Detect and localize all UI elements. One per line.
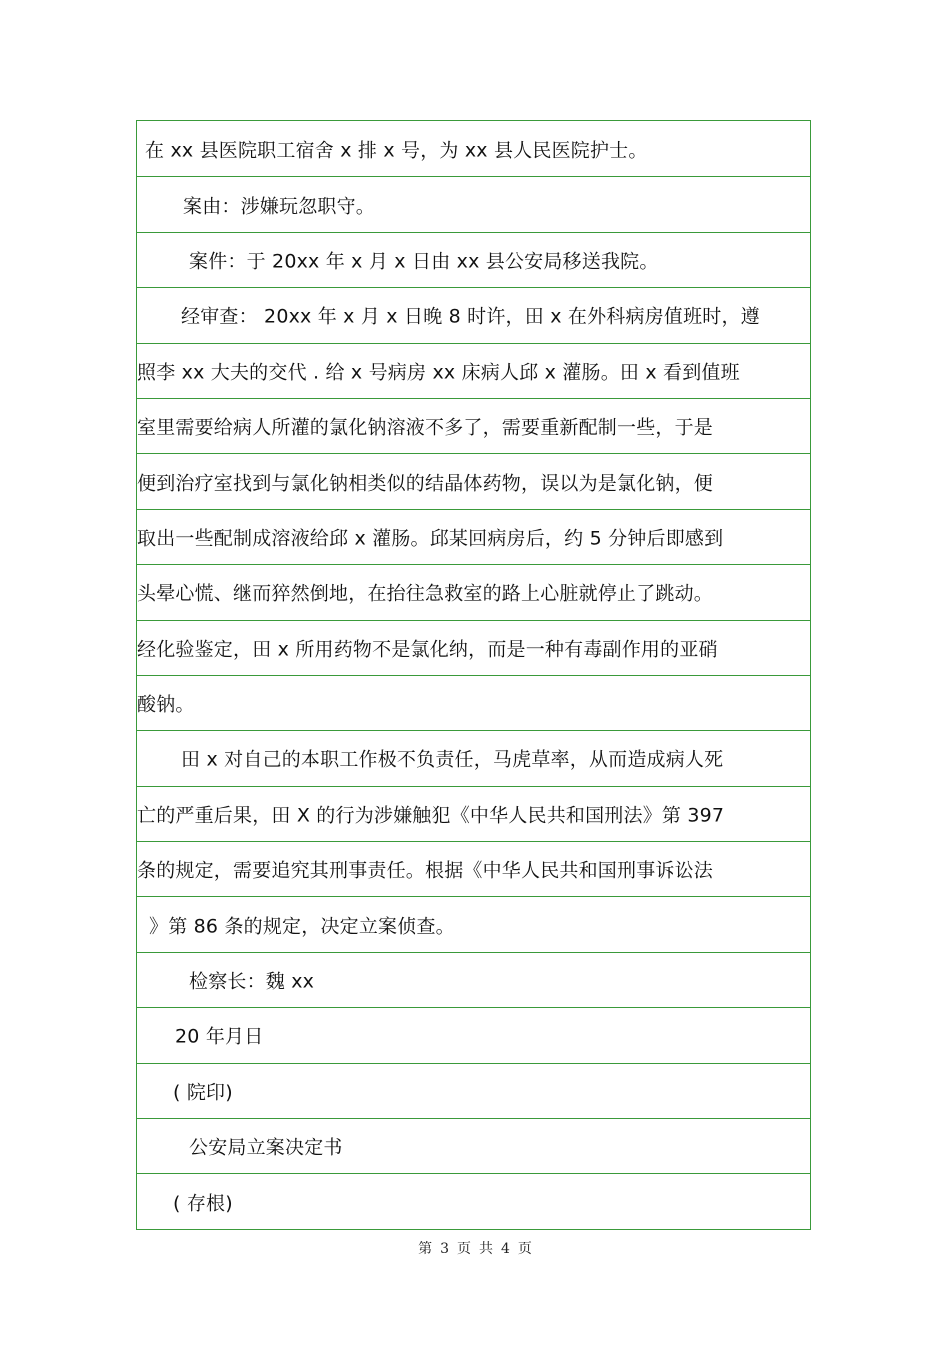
document-row: [137, 952, 810, 1007]
row-text: 经化验鉴定，田 x 所用药物不是氯化纳，而是一种有毒副作用的亚硝: [137, 638, 718, 661]
footer-label-ye: 页: [457, 1241, 471, 1257]
document-row: [137, 564, 810, 619]
row-text: 照李 xx 大夫的交代 . 给 x 号病房 xx 床病人邱 x 灌肠。田 x 看到值班: [137, 361, 740, 384]
row-text: 经审查： 20xx 年 x 月 x 日晚 8 时许，田 x 在外科病房值班时，遵: [181, 305, 760, 328]
document-row: [137, 675, 810, 730]
document-row: [137, 343, 810, 398]
footer-label-gong: 共: [479, 1241, 493, 1257]
document-row: [137, 841, 810, 896]
document-row: [137, 1063, 810, 1118]
row-text: 20 年月日: [175, 1025, 264, 1048]
row-text: 条的规定，需要追究其刑事责任。根据《中华人民共和国刑事诉讼法: [137, 859, 714, 882]
footer-label-ye2: 页: [517, 1241, 532, 1257]
footer-current-page: 3: [440, 1241, 449, 1257]
row-text: 在 xx 县医院职工宿舍 x 排 x 号，为 xx 县人民医院护士。: [145, 139, 648, 162]
row-text: 便到治疗室找到与氯化钠相类似的结晶体药物，误以为是氯化钠，便: [137, 472, 714, 495]
footer-total-pages: 4: [501, 1241, 510, 1257]
page-footer: [0, 1238, 950, 1258]
row-text: 室里需要给病人所灌的氯化钠溶液不多了，需要重新配制一些，于是: [137, 416, 714, 439]
document-row: [137, 896, 810, 951]
document-row: [137, 1007, 810, 1062]
document-table: [136, 120, 811, 1230]
row-text: 公安局立案决定书: [189, 1136, 343, 1159]
row-text: 亡的严重后果，田 X 的行为涉嫌触犯《中华人民共和国刑法》第 397: [137, 804, 725, 827]
document-row: [137, 1118, 810, 1173]
document-row: [137, 1173, 810, 1228]
row-text: 》第 86 条的规定，决定立案侦查。: [149, 915, 455, 938]
row-text: ( 存根): [173, 1192, 233, 1215]
footer-label-di: 第: [418, 1241, 433, 1257]
document-row: [137, 121, 810, 176]
row-text: 田 x 对自己的本职工作极不负责任，马虎草率，从而造成病人死: [181, 748, 724, 771]
row-text: 案件：于 20xx 年 x 月 x 日由 xx 县公安局移送我院。: [189, 250, 659, 273]
document-row: [137, 620, 810, 675]
row-text: 检察长：魏 xx: [189, 970, 315, 993]
document-row: [137, 786, 810, 841]
document-row: [137, 730, 810, 785]
row-text: 头晕心慌、继而猝然倒地，在抬往急救室的路上心脏就停止了跳动。: [137, 582, 714, 605]
document-row: [137, 176, 810, 231]
document-row: [137, 453, 810, 508]
row-text: 案由：涉嫌玩忽职守。: [183, 195, 376, 218]
document-row: [137, 287, 810, 342]
document-row: [137, 398, 810, 453]
document-row: [137, 509, 810, 564]
row-text: ( 院印): [173, 1081, 233, 1104]
row-text: 酸钠。: [137, 693, 195, 716]
document-row: [137, 232, 810, 287]
row-text: 取出一些配制成溶液给邱 x 灌肠。邱某回病房后，约 5 分钟后即感到: [137, 527, 724, 550]
